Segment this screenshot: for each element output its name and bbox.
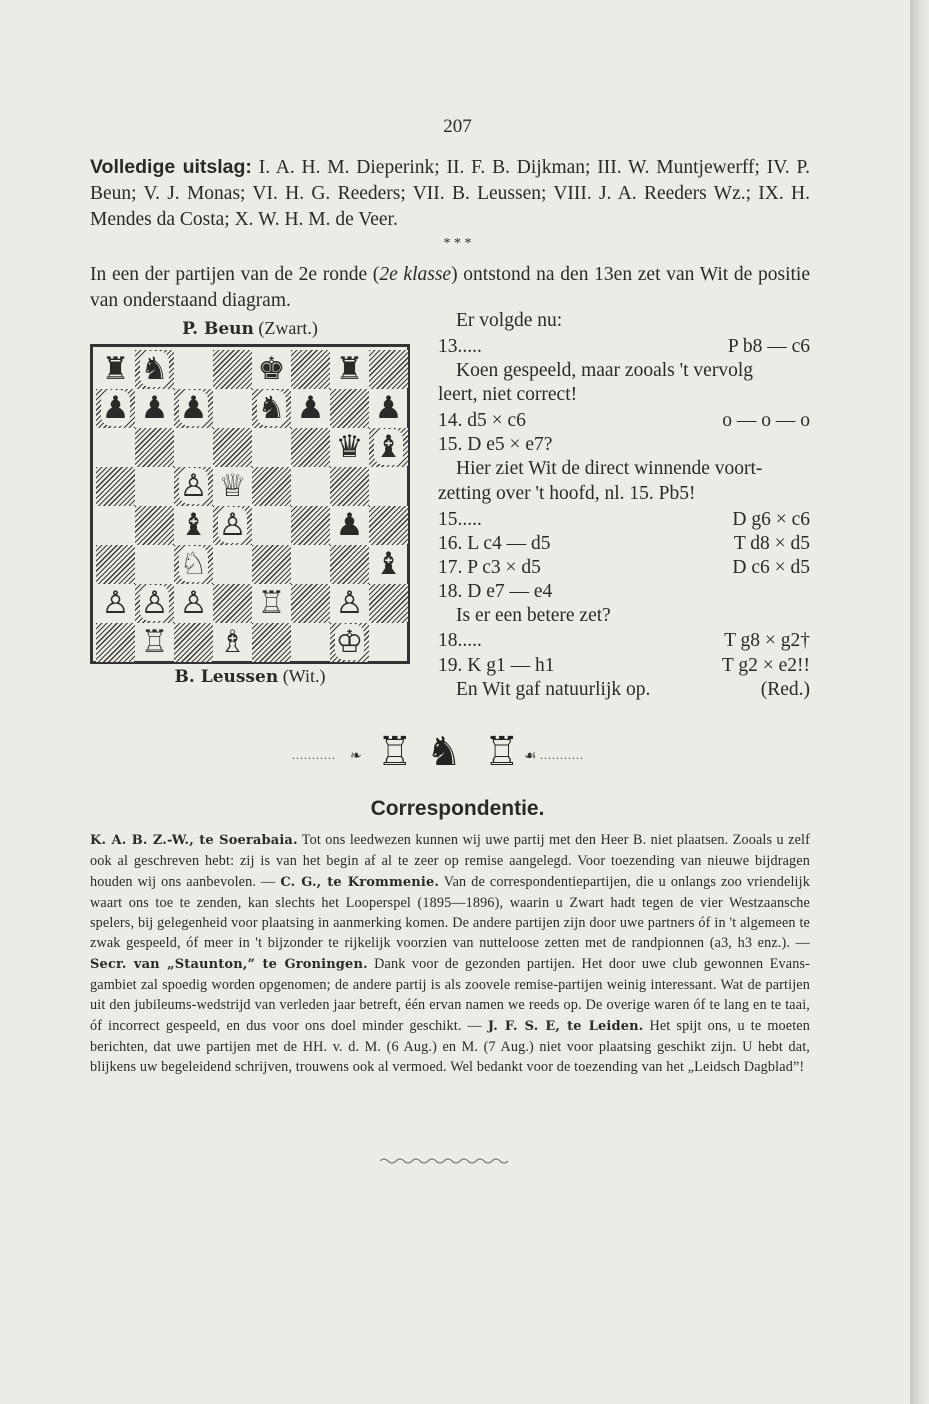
board-square-e3 [252,545,291,584]
moves-end: En Wit gaf natuurlijk op. (Red.) [456,679,810,700]
board-square-b4 [135,506,174,545]
white-king-icon: ♔ [335,624,364,660]
correspondence-reply: Van de correspondentiepartijen, die u onlangs zoo vriendelijk waart ons toe te zenden, kan slechts het Looperspel (1895—1896), waarin u Zwart hadt tegen de vier Westzaansche spelers, bij gelegenheid voor plaatsing in aanmerking komen. De andere partijen zijn door uwe partners óf in 't algemeen te zwak gespeeld, óf meer in 't bijzonder te rijkelijk voorzien van nutteloose zetten met de randpionnen (a3, h3 enz.). — [90,873,810,952]
move-18b: 18..... T g8 × g2† [438,630,810,651]
move-18: 18. D e7 — e4 [438,581,553,602]
rook-icon: ♖ [377,729,413,775]
black-bishop-icon: ♝ [179,507,208,543]
black-queen-icon: ♛ [335,429,364,465]
white-pawn-icon: ♙ [140,585,169,621]
comment-1b: leert, niet correct! [438,384,578,405]
ornament-dots-right: ........... [540,748,584,762]
board-square-c8 [174,350,213,389]
board-square-d3 [213,545,252,584]
white-pawn-icon: ♙ [179,468,208,504]
move-19: 19. K g1 — h1 T g2 × e2!! [438,655,810,676]
result-label: Volledige uitslag: [90,156,252,178]
board-square-h5 [369,467,408,506]
white-pawn-icon: ♙ [179,585,208,621]
end-flourish [380,1156,510,1166]
white-player-side: (Wit.) [282,666,326,686]
correspondence-reply: Tot ons leedwezen kunnen wij uwe partij met den Heer B. niet plaatsen. Zooals u zelf ook al geschreven hebt: zij is van het begin af al te zeer op remise aangelegd. Voor toezending van nieuwe bijdragen houden wij ons aanbevolen. — [90,832,810,890]
white-pawn-icon: ♙ [101,585,130,621]
correspondence-reply: Dank voor de gezonden partijen. Het door uwe club gewonnen Evans-gambiet zal spoedig worden opgenomen; de andere partij is als zoovele remise-partijen weinig interessant. Wat de partijen uit den jubileums-wedstrijd van verleden jaar betreft, één ervan namen we reeds op. De overige waren óf te lang en te taai, óf incorrect gespeeld, en dus voor ons doel minder geschikt. — [90,955,810,1034]
correspondent-name: J. F. S. E, te Leiden. [487,1018,644,1034]
board-square-e6 [252,428,291,467]
page-edge [910,0,929,1404]
ornament-dots-left: ........... [292,748,336,762]
black-player-name: P. Beun [182,319,254,339]
board-square-g7 [330,389,369,428]
move-14: 14. d5 × c6 o — o — o [438,410,810,431]
move-16: 16. L c4 — d5 T d8 × d5 [438,533,810,554]
black-pawn-icon: ♟ [374,390,403,426]
white-pawn-icon: ♙ [218,507,247,543]
board-square-a6 [96,428,135,467]
correspondent-name: Secr. van „Staunton,” te Groningen. [90,956,368,972]
ornament-curl-left-icon: ❧ [350,749,363,764]
move-15: 15. D e5 × e7? [438,434,553,455]
black-pawn-icon: ♟ [101,390,130,426]
ornament-divider [0,728,915,774]
black-player-label [90,318,410,339]
board-square-f8 [291,350,330,389]
comment-1a: Koen gespeeld, maar zooals 't vervolg [456,360,753,381]
white-queen-icon: ♕ [218,468,247,504]
board-square-e5 [252,467,291,506]
board-square-d2 [213,584,252,623]
board-square-a3 [96,545,135,584]
chess-board [96,350,408,662]
board-square-f1 [291,623,330,662]
board-square-c6 [174,428,213,467]
board-square-g5 [330,467,369,506]
white-rook-icon: ♖ [257,585,286,621]
white-player-name: B. Leussen [174,667,279,687]
board-square-d6 [213,428,252,467]
intro-before: In een der partijen van de 2e ronde ( [90,264,380,285]
rook-icon: ♖ [484,729,520,775]
result-paragraph [90,154,810,233]
board-square-b5 [135,467,174,506]
move-17: 17. P c3 × d5 D c6 × d5 [438,557,810,578]
black-bishop-icon: ♝ [374,429,403,465]
comment-2a: Hier ziet Wit de direct winnende voort- [456,458,763,479]
white-bishop-icon: ♗ [218,624,247,660]
board-square-f3 [291,545,330,584]
correspondence-text [90,830,810,1078]
board-square-d8 [213,350,252,389]
correspondent-name: C. G., te Krommenie. [280,874,440,890]
black-pawn-icon: ♟ [335,507,364,543]
board-square-f5 [291,467,330,506]
board-square-h1 [369,623,408,662]
black-player-side: (Zwart.) [258,318,318,338]
black-pawn-icon: ♟ [179,390,208,426]
intro-paragraph [90,262,810,314]
white-pawn-icon: ♙ [335,585,364,621]
question-line: Is er een betere zet? [456,605,611,626]
board-square-g3 [330,545,369,584]
board-square-b6 [135,428,174,467]
white-knight-icon: ♘ [179,546,208,582]
board-square-h2 [369,584,408,623]
move-13: 13..... P b8 — c6 [438,336,810,357]
board-square-f2 [291,584,330,623]
asterism: * * * [443,236,472,251]
ornament-curl-right-icon: ☙ [524,749,538,764]
board-square-e1 [252,623,291,662]
board-square-b3 [135,545,174,584]
board-square-a5 [96,467,135,506]
board-square-e4 [252,506,291,545]
black-pawn-icon: ♟ [296,390,325,426]
section-title: Correspondentie. [370,797,545,820]
board-square-a1 [96,623,135,662]
knight-icon: ♞ [426,729,462,775]
black-rook-icon: ♜ [101,351,130,387]
board-square-f6 [291,428,330,467]
board-square-a4 [96,506,135,545]
moves-intro: Er volgde nu: [456,310,563,331]
black-pawn-icon: ♟ [140,390,169,426]
board-square-c1 [174,623,213,662]
black-king-icon: ♚ [257,351,286,387]
white-player-label [90,666,410,687]
comment-2b: zetting over 't hoofd, nl. 15. Pb5! [438,483,696,504]
result-text: I. A. H. M. Dieperink; II. F. B. Dijkman; III. W. Muntjewerff; IV. P. Beun; V. J. Monas; VI. H. G. Reeders; VII. B. Leussen; VIII. J. A. Reeders Wz.; IX. H. Mendes da Costa; X. W. H. M. de Veer. [90,157,810,230]
black-bishop-icon: ♝ [374,546,403,582]
correspondence-reply: Het spijt ons, u te moeten berichten, dat uwe partijen met de HH. v. d. M. (6 Aug.) en M. (7 Aug.) niet voor plaatsing geschikt zijn. U hebt dat, blijkens uw begeleidend schrijven, trouwens ook al vermoed. Wel bedankt voor de toezending van het „Leidsch Dagblad”! [90,1017,810,1076]
board-square-h4 [369,506,408,545]
black-rook-icon: ♜ [335,351,364,387]
correspondent-name: K. A. B. Z.-W., te Soerabaia. [90,833,298,848]
white-rook-icon: ♖ [140,624,169,660]
page-number: 207 [443,116,472,137]
intro-italic: 2e klasse [379,264,452,285]
black-knight-icon: ♞ [140,351,169,387]
black-knight-icon: ♞ [257,390,286,426]
move-15b: 15..... D g6 × c6 [438,509,810,530]
board-square-d7 [213,389,252,428]
intro-after: ) ontstond na den 13en zet van Wit de positie van onderstaand diagram. [90,264,811,311]
board-square-f4 [291,506,330,545]
board-square-h8 [369,350,408,389]
